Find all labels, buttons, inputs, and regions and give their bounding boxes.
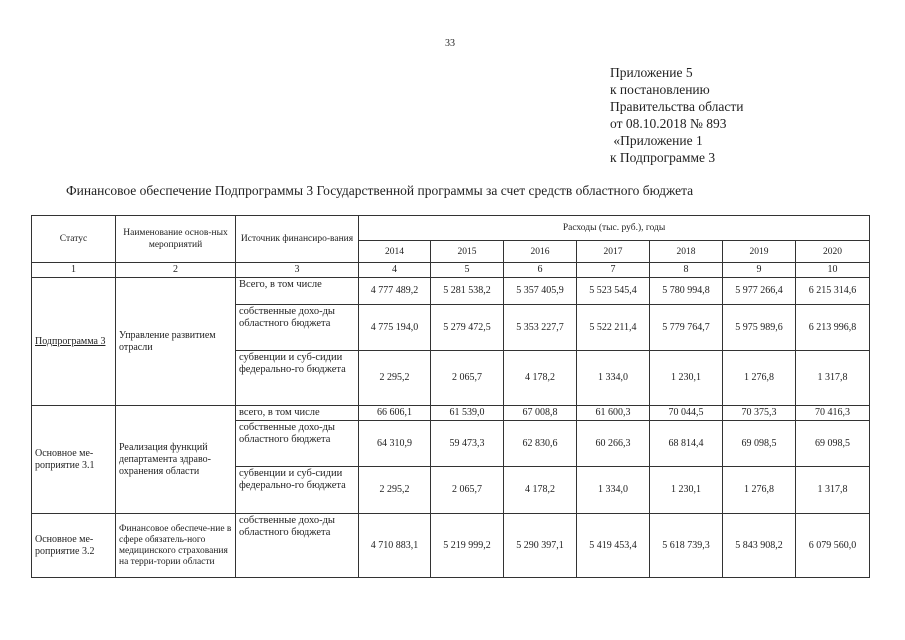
source-cell: собственные дохо-ды областного бюджета bbox=[236, 421, 359, 467]
value-cell: 1 276,8 bbox=[723, 351, 796, 406]
value-cell: 70 044,5 bbox=[650, 406, 723, 421]
header-expenses: Расходы (тыс. руб.), годы bbox=[359, 216, 870, 241]
value-cell: 4 178,2 bbox=[504, 467, 577, 514]
value-cell: 5 618 739,3 bbox=[650, 514, 723, 578]
value-cell: 2 295,2 bbox=[359, 467, 431, 514]
value-cell: 5 279 472,5 bbox=[431, 305, 504, 351]
header-year: 2020 bbox=[796, 241, 870, 263]
header-status: Статус bbox=[32, 216, 116, 263]
value-cell: 66 606,1 bbox=[359, 406, 431, 421]
source-cell: собственные дохо-ды областного бюджета bbox=[236, 305, 359, 351]
value-cell: 5 977 266,4 bbox=[723, 278, 796, 305]
value-cell: 2 295,2 bbox=[359, 351, 431, 406]
activity-cell: Финансовое обеспече-ние в сфере обязатель-ного медицинского страхования на терри-тории области bbox=[116, 514, 236, 578]
source-cell: собственные дохо-ды областного бюджета bbox=[236, 514, 359, 578]
value-cell: 6 215 314,6 bbox=[796, 278, 870, 305]
activity-cell: Реализация функций департамента здраво-охранения области bbox=[116, 406, 236, 514]
value-cell: 6 213 996,8 bbox=[796, 305, 870, 351]
value-cell: 4 775 194,0 bbox=[359, 305, 431, 351]
header-year: 2018 bbox=[650, 241, 723, 263]
page-number: 33 bbox=[445, 38, 455, 49]
value-cell: 60 266,3 bbox=[577, 421, 650, 467]
status-cell bbox=[32, 278, 116, 406]
value-cell: 1 276,8 bbox=[723, 467, 796, 514]
table-row bbox=[32, 278, 870, 305]
value-cell: 4 710 883,1 bbox=[359, 514, 431, 578]
value-cell: 5 219 999,2 bbox=[431, 514, 504, 578]
header-row bbox=[32, 216, 870, 241]
value-cell: 5 419 453,4 bbox=[577, 514, 650, 578]
value-cell: 68 814,4 bbox=[650, 421, 723, 467]
value-cell: 1 317,8 bbox=[796, 351, 870, 406]
value-cell: 70 416,3 bbox=[796, 406, 870, 421]
value-cell: 61 600,3 bbox=[577, 406, 650, 421]
status-cell: Основное ме-роприятие 3.2 bbox=[32, 514, 116, 578]
source-cell: субвенции и суб-сидии федерально-го бюджета bbox=[236, 467, 359, 514]
value-cell: 69 098,5 bbox=[796, 421, 870, 467]
value-cell: 70 375,3 bbox=[723, 406, 796, 421]
value-cell: 61 539,0 bbox=[431, 406, 504, 421]
value-cell: 1 317,8 bbox=[796, 467, 870, 514]
financing-table bbox=[31, 215, 870, 578]
value-cell: 1 230,1 bbox=[650, 467, 723, 514]
appendix-line: к постановлению bbox=[610, 82, 710, 97]
status-cell: Основное ме-роприятие 3.1 bbox=[32, 406, 116, 514]
table-row bbox=[32, 514, 870, 578]
header-source: Источник финансиро-вания bbox=[236, 216, 359, 263]
column-number: 4 bbox=[359, 263, 431, 278]
value-cell: 1 334,0 bbox=[577, 467, 650, 514]
source-cell: субвенции и суб-сидии федерально-го бюджета bbox=[236, 351, 359, 406]
value-cell: 5 975 989,6 bbox=[723, 305, 796, 351]
column-number: 2 bbox=[116, 263, 236, 278]
activity-cell: Управление развитием отрасли bbox=[116, 278, 236, 406]
value-cell: 5 357 405,9 bbox=[504, 278, 577, 305]
header-activity: Наименование основ-ных мероприятий bbox=[116, 216, 236, 263]
appendix-line: к Подпрограмме 3 bbox=[610, 150, 716, 165]
appendix-line: Приложение 5 bbox=[610, 65, 693, 80]
value-cell: 2 065,7 bbox=[431, 351, 504, 406]
value-cell: 5 522 211,4 bbox=[577, 305, 650, 351]
appendix-line: Правительства области bbox=[610, 99, 744, 114]
value-cell: 4 777 489,2 bbox=[359, 278, 431, 305]
document-title: Финансовое обеспечение Подпрограммы 3 Государственной программы за счет средств областного бюджета bbox=[66, 183, 694, 198]
value-cell: 6 079 560,0 bbox=[796, 514, 870, 578]
column-number-row bbox=[32, 263, 870, 278]
value-cell: 5 281 538,2 bbox=[431, 278, 504, 305]
header-year: 2014 bbox=[359, 241, 431, 263]
column-number: 10 bbox=[796, 263, 870, 278]
value-cell: 62 830,6 bbox=[504, 421, 577, 467]
value-cell: 5 780 994,8 bbox=[650, 278, 723, 305]
column-number: 7 bbox=[577, 263, 650, 278]
column-number: 3 bbox=[236, 263, 359, 278]
column-number: 1 bbox=[32, 263, 116, 278]
value-cell: 5 779 764,7 bbox=[650, 305, 723, 351]
value-cell: 5 523 545,4 bbox=[577, 278, 650, 305]
table-row bbox=[32, 406, 870, 421]
value-cell: 4 178,2 bbox=[504, 351, 577, 406]
value-cell: 2 065,7 bbox=[431, 467, 504, 514]
value-cell: 5 290 397,1 bbox=[504, 514, 577, 578]
value-cell: 1 334,0 bbox=[577, 351, 650, 406]
column-number: 6 bbox=[504, 263, 577, 278]
value-cell: 59 473,3 bbox=[431, 421, 504, 467]
value-cell: 64 310,9 bbox=[359, 421, 431, 467]
appendix-line: от 08.10.2018 № 893 bbox=[610, 116, 727, 131]
header-year: 2017 bbox=[577, 241, 650, 263]
value-cell: 1 230,1 bbox=[650, 351, 723, 406]
header-year: 2015 bbox=[431, 241, 504, 263]
appendix-line: «Приложение 1 bbox=[610, 133, 703, 148]
value-cell: 67 008,8 bbox=[504, 406, 577, 421]
header-year: 2016 bbox=[504, 241, 577, 263]
header-year: 2019 bbox=[723, 241, 796, 263]
column-number: 5 bbox=[431, 263, 504, 278]
appendix-block bbox=[610, 64, 743, 166]
status-link[interactable]: Подпрограмма 3 bbox=[35, 335, 106, 347]
column-number: 9 bbox=[723, 263, 796, 278]
column-number: 8 bbox=[650, 263, 723, 278]
value-cell: 5 353 227,7 bbox=[504, 305, 577, 351]
source-cell: всего, в том числе bbox=[236, 406, 359, 421]
value-cell: 69 098,5 bbox=[723, 421, 796, 467]
source-cell: Всего, в том числе bbox=[236, 278, 359, 305]
value-cell: 5 843 908,2 bbox=[723, 514, 796, 578]
